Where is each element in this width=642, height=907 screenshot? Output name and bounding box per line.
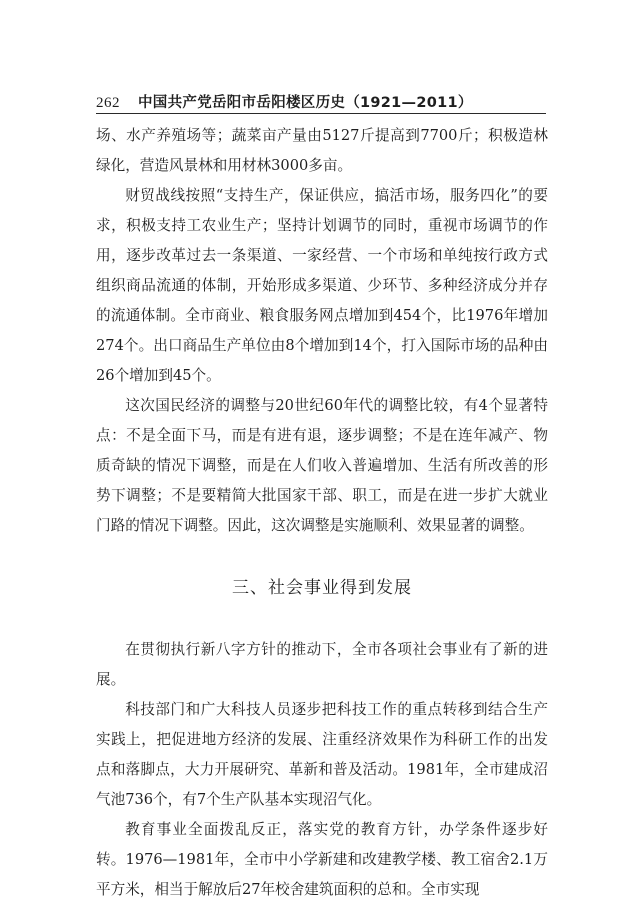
paragraph: 财贸战线按照“支持生产，保证供应，搞活市场，服务四化”的要求，积极支持工农业生产；坚持计划调节的同时，重视市场调节的作用，逐步改革过去一条渠道、一家经营、一个市场和单纯按行政方式组织商品流通的体制，开始形成多渠道、少环节、多种经济成分并存的流通体制。全市商业、粮食服务网点增加到454个，比1976年增加274个。出口商品生产单位由8个增加到14个，打入国际市场的品种由26个增加到45个。	[96, 187, 548, 384]
header-rule	[96, 113, 546, 114]
section-heading: 三、社会事业得到发展	[232, 578, 412, 598]
page-body	[96, 121, 548, 905]
paragraph: 教育事业全面拨乱反正，落实党的教育方针，办学条件逐步好转。1976—1981年，全市中小学新建和改建教学楼、教工宿舍2.1万平方米，相当于解放后27年校舍建筑面积的总和。全市实现	[96, 821, 548, 898]
paragraph: 这次国民经济的调整与20世纪60年代的调整比较，有4个显著特点：不是全面下马，而是有进有退，逐步调整；不是在连年减产、物质奇缺的情况下调整，而是在人们收入普遍增加、生活有所改善的形势下调整；不是要精简大批国家干部、职工，而是在进一步扩大就业门路的情况下调整。因此，这次调整是实施顺利、效果显著的调整。	[96, 397, 548, 534]
running-title: 中国共产党岳阳市岳阳楼区历史（1921—2011）	[138, 95, 473, 111]
paragraph: 在贯彻执行新八字方针的推动下，全市各项社会事业有了新的进展。	[96, 641, 548, 688]
page-number: 262	[96, 95, 120, 111]
paragraph: 科技部门和广大科技人员逐步把科技工作的重点转移到结合生产实践上，把促进地方经济的发展、注重经济效果作为科研工作的出发点和落脚点，大力开展研究、革新和普及活动。1981年，全市建成沼气池736个，有7个生产队基本实现沼气化。	[96, 701, 548, 808]
page-header	[96, 82, 546, 112]
paragraph: 场、水产养殖场等；蔬菜亩产量由5127斤提高到7700斤；积极造林绿化，营造风景林和用材林3000多亩。	[96, 127, 548, 174]
